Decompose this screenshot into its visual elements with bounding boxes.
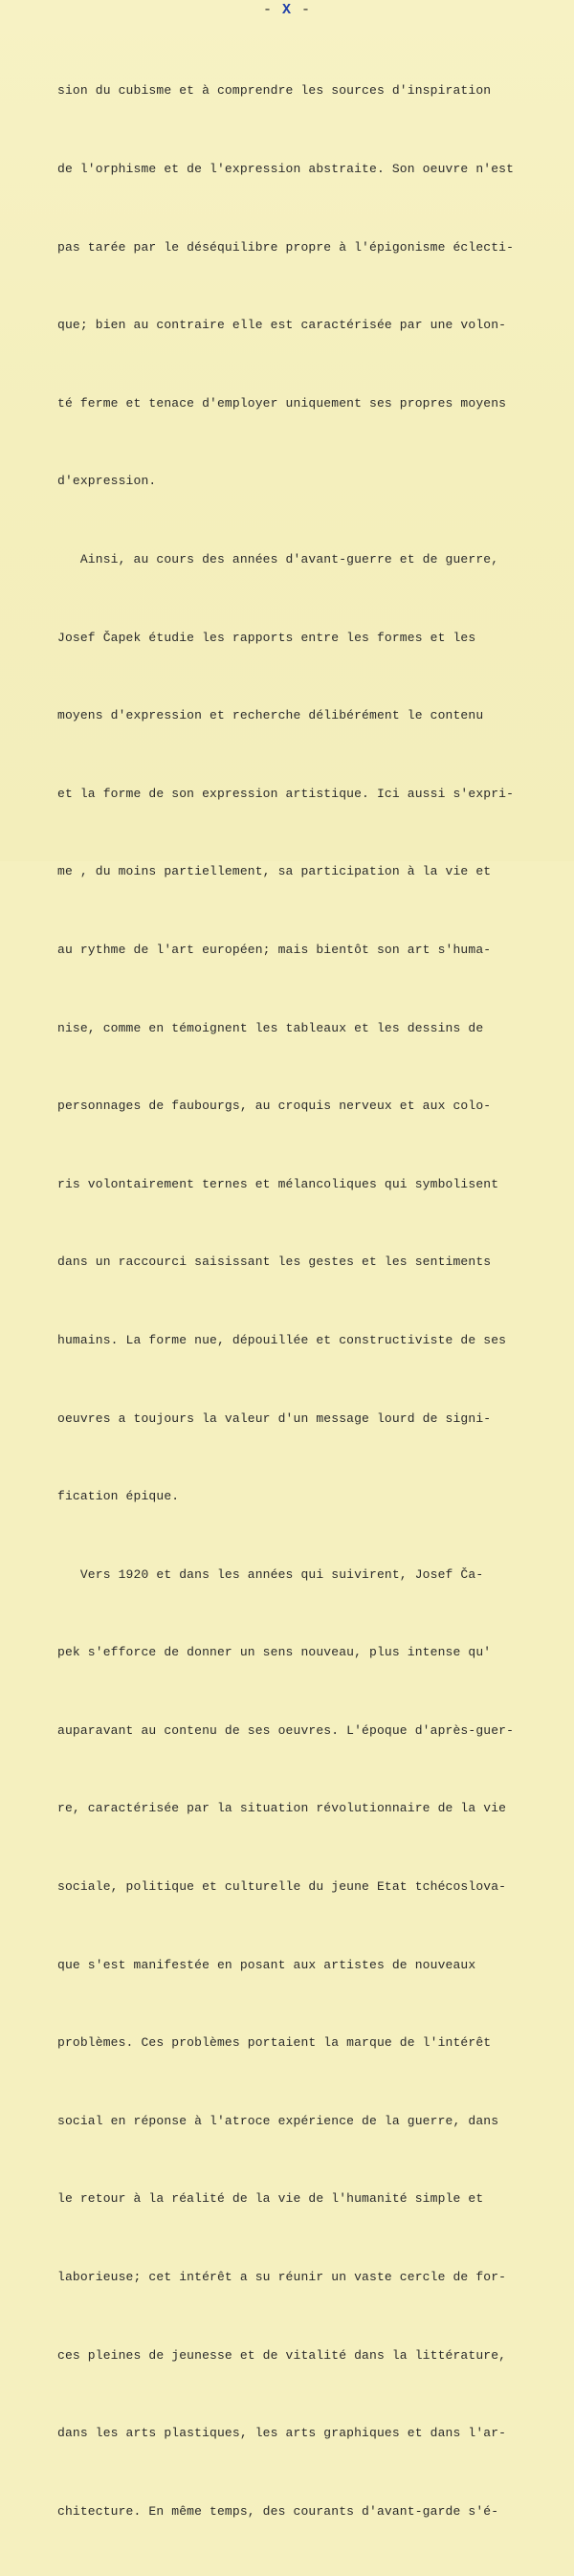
text-line: social en réponse à l'atroce expérience de la guerre, dans (57, 2113, 499, 2128)
text-line: que; bien au contraire elle est caractérisée par une volon- (57, 318, 507, 333)
text-line: moyens d'expression et recherche délibérément le contenu (57, 708, 484, 723)
text-line: sociale, politique et culturelle du jeune Etat tchécoslova- (57, 1879, 507, 1895)
text-line: au rythme de l'art européen; mais bientôt son art s'huma- (57, 942, 492, 957)
page-number-prefix: - (262, 2, 273, 18)
text-line: d'expression. (57, 474, 157, 489)
text-line: de l'orphisme et de l'expression abstraite. Son oeuvre n'est (57, 162, 515, 176)
page-number (0, 2, 574, 19)
text-line: ces pleines de jeunesse et de vitalité dans la littérature, (57, 2347, 507, 2363)
text-line: personnages de faubourgs, au croquis nerveux et aux colo- (57, 1099, 492, 1114)
text-line: Ainsi, au cours des années d'avant-guerre et de guerre, (57, 551, 499, 566)
text-line: oeuvres a toujours la valeur d'un message lourd de signi- (57, 1410, 492, 1426)
text-line: problèmes. Ces problèmes portaient la marque de l'intérêt (57, 2035, 492, 2051)
text-line: dans un raccourci saisissant les gestes et les sentiments (57, 1255, 492, 1270)
text-line: Vers 1920 et dans les années qui suivirent, Josef Ča- (57, 1566, 484, 1582)
text-line: pas tarée par le déséquilibre propre à l'épigonisme éclecti- (57, 239, 515, 255)
body-text (57, 26, 564, 2576)
text-line: humains. La forme nue, dépouillée et constructiviste de ses (57, 1332, 507, 1347)
text-line: et la forme de son expression artistique. Ici aussi s'expri- (57, 786, 515, 801)
text-line: nise, comme en témoignent les tableaux et les dessins de (57, 1020, 484, 1035)
text-line: chitecture. En même temps, des courants d'avant-garde s'é- (57, 2503, 499, 2519)
text-line: ris volontairement ternes et mélancoliques qui symbolisent (57, 1176, 499, 1191)
text-line: pek s'efforce de donner un sens nouveau, plus intense qu' (57, 1645, 492, 1660)
text-line: me , du moins partiellement, sa participation à la vie et (57, 864, 492, 879)
text-line: fication épique. (57, 1489, 180, 1504)
text-line: dans les arts plastiques, les arts graphiques et dans l'ar- (57, 2426, 507, 2441)
text-line: laborieuse; cet intérêt a su réunir un vaste cercle de for- (57, 2270, 507, 2285)
page-number-suffix: - (301, 2, 312, 18)
page-number-handwritten: X (281, 2, 292, 18)
text-line: que s'est manifestée en posant aux artistes de nouveaux (57, 1957, 476, 1972)
text-line: sion du cubisme et à comprendre les sources d'inspiration (57, 83, 492, 99)
text-line: le retour à la réalité de la vie de l'humanité simple et (57, 2191, 484, 2207)
text-line: auparavant au contenu de ses oeuvres. L'époque d'après-guer- (57, 1722, 515, 1738)
text-line: Josef Čapek étudie les rapports entre les formes et les (57, 630, 476, 645)
text-line: re, caractérisée par la situation révolutionnaire de la vie (57, 1801, 507, 1816)
text-line: té ferme et tenace d'employer uniquement ses propres moyens (57, 395, 507, 411)
